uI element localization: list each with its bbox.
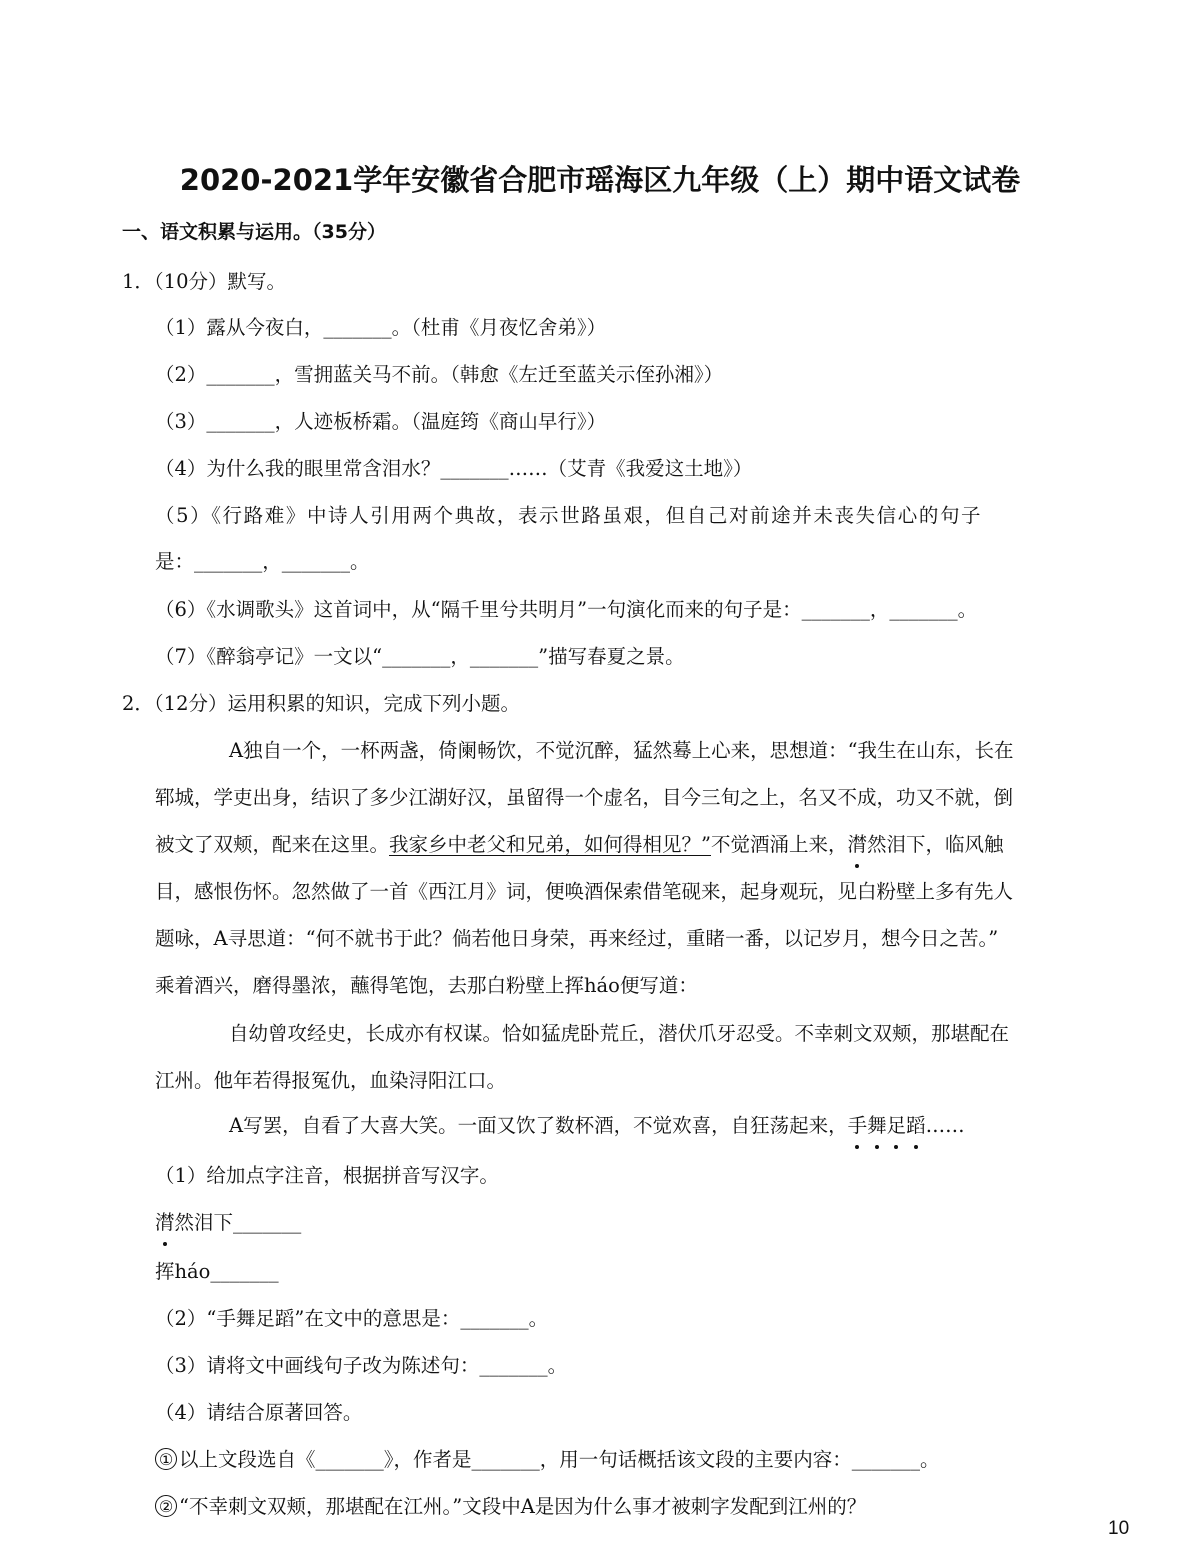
passage-line-6: 乘着酒兴，磨得墨浓，蘸得笔饱，去那白粉壁上挥háo便写道： [155,974,698,997]
poem-line-1: 自幼曾攻经史，长成亦有权谋。恰如猛虎卧荒丘，潜伏爪牙忍受。不幸刺文双颊，那堪配在 [229,1022,1010,1045]
dotted-char: 蹈 [906,1112,926,1140]
sub-question-4: （4）请结合原著回答。 [155,1401,363,1424]
sub-question-4b [155,1493,866,1521]
passage-line-7 [229,1112,965,1140]
passage-line-3 [155,831,1004,859]
dotted-char: 足 [887,1112,907,1140]
q1-item-5-cont: 是：_______，_______。 [155,550,370,573]
sub-question-4a [155,1446,940,1474]
circled-number-1: ① [155,1448,177,1470]
dotted-char: 潸 [848,831,868,859]
passage-text: …… [925,1114,965,1137]
passage-line-4: 目，感恨伤怀。忽然做了一首《西江月》词，便唤酒保索借笔砚来，起身观玩，见白粉壁上多有先人 [155,880,1014,903]
passage-line-2: 郓城，学吏出身，结识了多少江湖好汉，虽留得一个虚名，目今三旬之上，名又不成，功又不就，倒 [155,786,1014,809]
underlined-sentence: 我家乡中老父和兄弟，如何得相见？” [389,833,711,856]
question-text: “不幸刺文双颊，那堪配在江州。”文段中A是因为什么事才被刺字发配到江州的？ [179,1495,867,1518]
sub-question-3: （3）请将文中画线句子改为陈述句：_______。 [155,1354,568,1377]
blank-text: 然泪下_______ [174,1211,302,1234]
dotted-char: 潸 [155,1209,175,1237]
passage-text: 不觉酒涌上来， [711,833,848,856]
page-number: 10 [1108,1518,1130,1539]
sub-question-1: （1）给加点字注音，根据拼音写汉字。 [155,1164,499,1187]
question-2-heading: 2．（12分）运用积累的知识，完成下列小题。 [122,692,520,715]
passage-text: 被文了双颊，配来在这里。 [155,833,390,856]
q1-item-3: （3）_______，人迹板桥霜。（温庭筠《商山早行》） [155,410,607,433]
passage-line-5: 题咏，A寻思道：“何不就书于此？倘若他日身荣，再来经过，重睹一番，以记岁月，想今日之苦。” [155,927,999,950]
q1-item-5: （5）《行路难》中诗人引用两个典故，表示世路虽艰，但自己对前途并未丧失信心的句子 [155,504,983,527]
passage-text: A写罢，自看了大喜大笑。一面又饮了数杯酒，不觉欢喜，自狂荡起来， [229,1114,848,1137]
q1-item-2: （2）_______，雪拥蓝关马不前。（韩愈《左迁至蓝关示侄孙湘》） [155,363,724,386]
page-title: 2020-2021学年安徽省合肥市瑶海区九年级（上）期中语文试卷 [179,163,1021,197]
passage-line-1: A独自一个，一杯两盏，倚阑畅饮，不觉沉醉，猛然蓦上心来，思想道：“我生在山东，长在 [229,739,1014,762]
question-text: 以上文段选自《_______》，作者是_______，用一句话概括该文段的主要内容：_______。 [179,1448,940,1471]
q1-item-6: （6）《水调歌头》这首词中，从“隔千里兮共明月”一句演化而来的句子是：_______，_______。 [155,598,978,621]
section-heading: 一、语文积累与运用。（35分） [122,221,386,243]
question-1-heading: 1．（10分）默写。 [122,270,286,293]
passage-text: 然泪下，临风触 [867,833,1004,856]
circled-number-2: ② [155,1495,177,1517]
poem-line-2: 江州。他年若得报冤仇，血染浔阳江口。 [155,1069,507,1092]
q1-item-1: （1）露从今夜白，_______。（杜甫《月夜忆舍弟》） [155,316,607,339]
sub-question-2: （2）“手舞足蹈”在文中的意思是：_______。 [155,1307,549,1330]
sub-question-1b: 挥háo_______ [155,1260,279,1283]
q1-item-4: （4）为什么我的眼里常含泪水？_______……（艾青《我爱这土地》） [155,457,753,480]
dotted-char: 舞 [867,1112,887,1140]
q1-item-7: （7）《醉翁亭记》一文以“_______，_______”描写春夏之景。 [155,645,685,668]
sub-question-1a [155,1209,301,1237]
dotted-char: 手 [848,1112,868,1140]
